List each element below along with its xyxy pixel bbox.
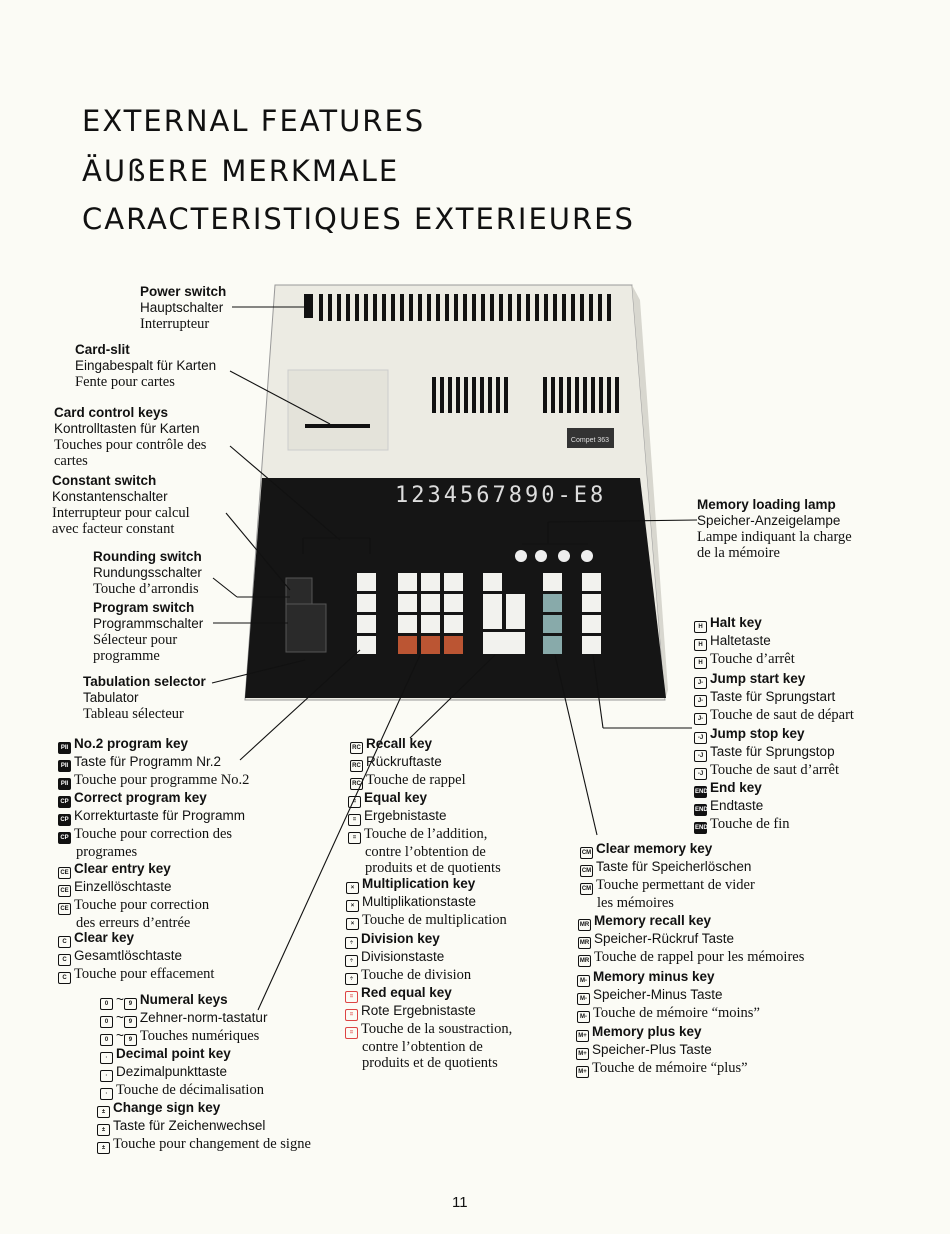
vent-slot xyxy=(337,294,341,321)
program-key xyxy=(582,636,601,654)
memory-recall-key-icon: MR xyxy=(578,937,591,949)
memory-lamp-4 xyxy=(581,550,593,562)
constant-switch-label: Constant switch Konstantenschalter Interrupteur pour calcul avec facteur constant xyxy=(52,473,190,537)
clear-key-icon: C xyxy=(58,936,71,948)
vent-slot xyxy=(432,377,436,413)
vent-slot xyxy=(488,377,492,413)
jump-start-key-icon: J- xyxy=(694,677,707,689)
vent-slot xyxy=(481,294,485,321)
tabulation-selector-label: Tabulation selector Tabulator Tableau sélecteur xyxy=(83,674,206,722)
numeral-keys-entry: 0 ~ 9 Numeral keys 0 ~ 9 Zehner-norm-tastatur 0 ~ 9 Touches numériques xyxy=(100,992,267,1046)
memory-lamp-2 xyxy=(535,550,547,562)
vent-slot xyxy=(440,377,444,413)
vent-slot xyxy=(544,294,548,321)
vent-slot xyxy=(328,294,332,321)
vent-slot xyxy=(436,294,440,321)
memory-plus-key-icon: M+ xyxy=(576,1048,589,1060)
vent-slot xyxy=(409,294,413,321)
page-number: 11 xyxy=(452,1194,468,1211)
recall-key-entry: RC Recall key RC Rückruftaste RC Touche de rappel xyxy=(350,736,466,790)
title-french: CARACTERISTIQUES EXTERIEURES xyxy=(82,202,635,236)
equal-key-entry: = Equal key = Ergebnistaste = Touche de l’addition, contre l’obtention de produits et de quotients xyxy=(348,790,501,876)
clear-key-entry: C Clear key C Gesamtlöschtaste C Touche pour effacement xyxy=(58,930,214,984)
memory-loading-lamp-label: Memory loading lamp Speicher-Anzeigelampe Lampe indiquant la charge de la mémoire xyxy=(697,497,852,561)
vent-slot xyxy=(472,377,476,413)
vent-slot xyxy=(448,377,452,413)
nine-key-icon: 9 xyxy=(124,1016,137,1028)
multiply-key-icon: × xyxy=(346,918,359,930)
memory-recall-key-icon: MR xyxy=(578,919,591,931)
correct-program-key-icon: CP xyxy=(58,814,71,826)
function-key xyxy=(357,636,376,654)
nine-key-icon: 9 xyxy=(124,1034,137,1046)
divide-key xyxy=(506,594,525,629)
jump-stop-key-icon: -J xyxy=(694,768,707,780)
program2-key-icon: PII xyxy=(58,742,71,754)
recall-key-icon: RC xyxy=(350,760,363,772)
vent-slot xyxy=(562,294,566,321)
end-key-icon: END xyxy=(694,804,707,816)
vent-slot xyxy=(472,294,476,321)
vent-slot xyxy=(551,377,555,413)
memory-recall-key-entry: MR Memory recall key MR Speicher-Rückruf Taste MR Touche de rappel pour les mémoires xyxy=(579,913,805,965)
multiply-key xyxy=(483,594,502,629)
correct-program-key-icon: CP xyxy=(58,796,71,808)
memory-key xyxy=(543,636,562,654)
vent-slot xyxy=(400,294,404,321)
number-key xyxy=(421,594,440,612)
change-sign-key-icon: ± xyxy=(97,1106,110,1118)
function-key xyxy=(357,615,376,633)
function-key xyxy=(357,573,376,591)
decimal-key-icon: · xyxy=(100,1088,113,1100)
vent-slot xyxy=(480,377,484,413)
vent-slot xyxy=(599,377,603,413)
number-key xyxy=(398,615,417,633)
equal-key-icon: = xyxy=(348,796,361,808)
memory-minus-key-icon: M- xyxy=(577,1011,590,1023)
program2-key-icon: PII xyxy=(58,778,71,790)
vent-slot xyxy=(504,377,508,413)
end-key-icon: END xyxy=(694,786,707,798)
function-key xyxy=(357,594,376,612)
red-key xyxy=(421,636,440,654)
program-key xyxy=(582,573,601,591)
vent-slot xyxy=(364,294,368,321)
division-key-entry: ÷ Division key ÷ Divisionstaste ÷ Touche de division xyxy=(345,931,471,985)
number-key xyxy=(398,573,417,591)
vent-slot xyxy=(496,377,500,413)
power-switch-label: Power switch Hauptschalter Interrupteur xyxy=(140,284,227,332)
red-key xyxy=(398,636,417,654)
card-slit xyxy=(305,424,370,428)
red-equal-key-icon: = xyxy=(345,991,358,1003)
equal-key-icon: = xyxy=(348,814,361,826)
vent-slot xyxy=(373,294,377,321)
jump-stop-key-icon: -J xyxy=(694,732,707,744)
memory-plus-key-icon: M+ xyxy=(576,1066,589,1078)
program2-key-icon: PII xyxy=(58,760,71,772)
vent-slot xyxy=(499,294,503,321)
vent-slot xyxy=(454,294,458,321)
clear-key-icon: C xyxy=(58,954,71,966)
multiply-key-icon: × xyxy=(346,900,359,912)
memory-minus-key-icon: M- xyxy=(577,975,590,987)
memory-recall-key-icon: MR xyxy=(578,955,591,967)
clear-memory-key-entry: CM Clear memory key CM Taste für Speicherlöschen CM Touche permettant de vider les mémoires xyxy=(581,841,755,911)
halt-key-entry: H Halt key H Haltetaste H Touche d’arrêt xyxy=(694,615,795,669)
recall-key xyxy=(483,573,502,591)
vent-slot xyxy=(553,294,557,321)
clear-key-icon: C xyxy=(58,972,71,984)
vent-slot xyxy=(517,294,521,321)
brand-text: Compet 363 xyxy=(570,437,610,444)
vent-slot xyxy=(543,377,547,413)
vent-slot xyxy=(571,294,575,321)
red-equal-key-icon: = xyxy=(345,1009,358,1021)
vent-slot xyxy=(346,294,350,321)
clear-entry-key-icon: CE xyxy=(58,903,71,915)
number-key xyxy=(421,615,440,633)
vent-slot xyxy=(583,377,587,413)
number-key xyxy=(398,594,417,612)
divide-key-icon: ÷ xyxy=(345,937,358,949)
change-sign-key-entry: ± Change sign key ± Taste für Zeichenwechsel ± Touche pour changement de signe xyxy=(97,1100,311,1154)
vent-slot xyxy=(607,377,611,413)
display-digits: 1234567890-E8 xyxy=(395,483,607,508)
equal-key-icon: = xyxy=(348,832,361,844)
zero-key-icon: 0 xyxy=(100,998,113,1010)
memory-minus-key-entry: M- Memory minus key M- Speicher-Minus Taste M- Touche de mémoire “moins” xyxy=(577,969,760,1023)
divide-key-icon: ÷ xyxy=(345,973,358,985)
card-control-keys-label: Card control keys Kontrolltasten für Karten Touches pour contrôle des cartes xyxy=(54,405,207,469)
vent-slot xyxy=(526,294,530,321)
number-key xyxy=(444,615,463,633)
clear-memory-key-icon: CM xyxy=(580,865,593,877)
decimal-key-icon: · xyxy=(100,1052,113,1064)
vent-slot xyxy=(575,377,579,413)
vent-slot xyxy=(355,294,359,321)
memory-minus-key-icon: M- xyxy=(577,993,590,1005)
vent-slot xyxy=(319,294,323,321)
jump-start-key-entry: J- Jump start key J- Taste für Sprungstart J- Touche de saut de départ xyxy=(694,671,854,725)
end-key-entry: END End key END Endtaste END Touche de fin xyxy=(695,780,790,832)
vent-slot xyxy=(559,377,563,413)
vent-slot xyxy=(567,377,571,413)
program-switch-label: Program switch Programmschalter Sélecteur pour programme xyxy=(93,600,204,664)
multiply-key-icon: × xyxy=(346,882,359,894)
vent-slot xyxy=(391,294,395,321)
title-english: EXTERNAL FEATURES xyxy=(82,104,426,138)
change-sign-key-icon: ± xyxy=(97,1124,110,1136)
clear-memory-key-icon: CM xyxy=(580,883,593,895)
jump-stop-key-icon: -J xyxy=(694,750,707,762)
vent-slot xyxy=(591,377,595,413)
clear-memory-key-icon: CM xyxy=(580,847,593,859)
zero-key-icon: 0 xyxy=(100,1016,113,1028)
red-equal-key-entry: = Red equal key = Rote Ergebnistaste = Touche de la soustraction, contre l’obtention de produits et de quotients xyxy=(345,985,512,1071)
correct-program-key-icon: CP xyxy=(58,832,71,844)
clear-entry-key-icon: CE xyxy=(58,867,71,879)
vent-slot xyxy=(580,294,584,321)
vent-slot xyxy=(418,294,422,321)
vent-slot xyxy=(464,377,468,413)
red-key xyxy=(444,636,463,654)
vent-slot xyxy=(508,294,512,321)
recall-key-icon: RC xyxy=(350,742,363,754)
vent-slot xyxy=(382,294,386,321)
memory-key xyxy=(543,573,562,591)
number-key xyxy=(444,594,463,612)
program-key xyxy=(582,615,601,633)
vent-slot xyxy=(607,294,611,321)
jump-start-key-icon: J- xyxy=(694,695,707,707)
vent-slot xyxy=(456,377,460,413)
memory-plus-key-icon: M+ xyxy=(576,1030,589,1042)
correct-program-key-entry: CP Correct program key CP Korrekturtaste für Programm CP Touche pour correction des programes xyxy=(58,790,245,860)
memory-key xyxy=(543,594,562,612)
zero-key-icon: 0 xyxy=(100,1034,113,1046)
halt-key-icon: H xyxy=(694,657,707,669)
no2-program-key-entry: PII No.2 program key PII Taste für Programm Nr.2 PII Touche pour programme No.2 xyxy=(58,736,249,790)
jump-start-key-icon: J- xyxy=(694,713,707,725)
decimal-key-icon: · xyxy=(100,1070,113,1082)
nine-key-icon: 9 xyxy=(124,998,137,1010)
change-sign-key-icon: ± xyxy=(97,1142,110,1154)
divide-key-icon: ÷ xyxy=(345,955,358,967)
title-german: ÄUßERE MERKMALE xyxy=(82,154,400,188)
multiplication-key-entry: × Multiplication key × Multiplikationstaste × Touche de multiplication xyxy=(346,876,507,930)
vent-slot xyxy=(589,294,593,321)
memory-key xyxy=(543,615,562,633)
vent-slot xyxy=(490,294,494,321)
recall-key-icon: RC xyxy=(350,778,363,790)
vent-slot xyxy=(427,294,431,321)
number-key xyxy=(444,573,463,591)
rounding-switch-label: Rounding switch Rundungsschalter Touche d’arrondis xyxy=(93,549,202,597)
vent-slot xyxy=(598,294,602,321)
end-key-icon: END xyxy=(694,822,707,834)
halt-key-icon: H xyxy=(694,621,707,633)
clear-entry-key-entry: CE Clear entry key CE Einzellöschtaste CE Touche pour correction des erreurs d’entrée xyxy=(58,861,209,931)
card-slit-label: Card-slit Eingabespalt für Karten Fente pour cartes xyxy=(75,342,217,390)
number-key xyxy=(421,573,440,591)
vent-slot xyxy=(535,294,539,321)
halt-key-icon: H xyxy=(694,639,707,651)
clear-entry-key-icon: CE xyxy=(58,885,71,897)
jump-stop-key-entry: -J Jump stop key -J Taste für Sprungstop -J Touche de saut d’arrêt xyxy=(694,726,839,780)
memory-lamp-3 xyxy=(558,550,570,562)
vent-slot xyxy=(615,377,619,413)
memory-lamp-1 xyxy=(515,550,527,562)
vent-slot xyxy=(445,294,449,321)
memory-plus-key-entry: M+ Memory plus key M+ Speicher-Plus Taste M+ Touche de mémoire “plus” xyxy=(576,1024,748,1078)
power-switch[interactable] xyxy=(304,294,313,318)
red-equal-key-icon: = xyxy=(345,1027,358,1039)
vent-slot xyxy=(463,294,467,321)
equal-key xyxy=(483,632,525,654)
program-switch-block[interactable] xyxy=(286,604,326,652)
decimal-point-key-entry: · Decimal point key · Dezimalpunkttaste · Touche de décimalisation xyxy=(100,1046,264,1100)
program-key xyxy=(582,594,601,612)
